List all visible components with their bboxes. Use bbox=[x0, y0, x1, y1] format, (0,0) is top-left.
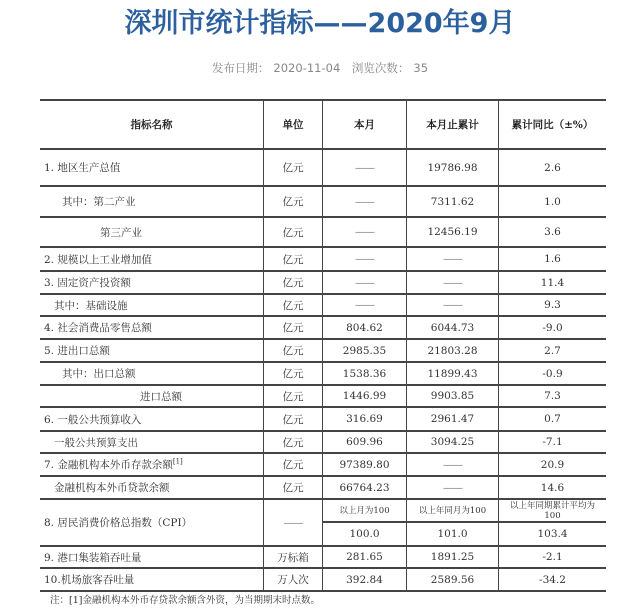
header-cumulative: 本月止累计 bbox=[407, 100, 499, 149]
unit: 亿元 bbox=[264, 339, 323, 362]
cumulative-value: 6044.73 bbox=[407, 316, 499, 339]
indicator-name: 其中：出口总额 bbox=[40, 362, 264, 385]
cumulative-value: —— bbox=[407, 271, 499, 294]
table-row bbox=[40, 247, 606, 271]
table-row bbox=[40, 316, 606, 339]
month-value: 66764.23 bbox=[323, 476, 407, 499]
cumulative-value: 12456.19 bbox=[407, 217, 499, 247]
indicator-name: 金融机构本外币贷款余额 bbox=[40, 476, 264, 499]
month-value: 1538.36 bbox=[323, 362, 407, 385]
table-row bbox=[40, 271, 606, 294]
publish-meta bbox=[0, 60, 640, 76]
yoy-value: 7.3 bbox=[499, 385, 607, 407]
cumulative-value: 1891.25 bbox=[407, 546, 499, 568]
indicator-name: 9. 港口集装箱吞吐量 bbox=[40, 546, 264, 568]
month-value: 2985.35 bbox=[323, 339, 407, 362]
indicator-name: 10.机场旅客吞吐量 bbox=[40, 568, 264, 591]
table-row bbox=[40, 186, 606, 217]
cumulative-value: 11899.43 bbox=[407, 362, 499, 385]
cumulative-value: —— bbox=[407, 247, 499, 271]
yoy-value: 20.9 bbox=[499, 453, 607, 476]
indicator-name: 其中：基础设施 bbox=[40, 294, 264, 316]
yoy-value: 2.6 bbox=[499, 149, 607, 186]
yoy-value: -0.9 bbox=[499, 362, 607, 385]
cumulative-value: —— bbox=[407, 294, 499, 316]
cpi-subheader-yoy: 以上年同月为100 bbox=[407, 499, 499, 522]
table-row bbox=[40, 294, 606, 316]
unit: 亿元 bbox=[264, 453, 323, 476]
unit: —— bbox=[264, 499, 323, 546]
unit: 亿元 bbox=[264, 271, 323, 294]
cumulative-value: 2961.47 bbox=[407, 407, 499, 431]
table-row bbox=[40, 407, 606, 431]
cpi-subheader-row bbox=[40, 499, 606, 522]
table-row bbox=[40, 453, 606, 476]
header-indicator-name: 指标名称 bbox=[40, 100, 264, 149]
cumulative-value: 7311.62 bbox=[407, 186, 499, 217]
month-value: —— bbox=[323, 294, 407, 316]
month-value: —— bbox=[323, 186, 407, 217]
month-value: —— bbox=[323, 247, 407, 271]
month-value: 316.69 bbox=[323, 407, 407, 431]
table-row bbox=[40, 546, 606, 568]
yoy-value: -7.1 bbox=[499, 431, 607, 453]
cpi-subheader-ytd: 以上年同期累计平均为100 bbox=[499, 499, 607, 522]
yoy-value: 1.0 bbox=[499, 186, 607, 217]
table-row bbox=[40, 149, 606, 186]
unit: 万人次 bbox=[264, 568, 323, 591]
month-value: 609.96 bbox=[323, 431, 407, 453]
unit: 亿元 bbox=[264, 476, 323, 499]
table-row bbox=[40, 431, 606, 453]
cumulative-value: 2589.56 bbox=[407, 568, 499, 591]
indicator-name: 3. 固定资产投资额 bbox=[40, 271, 264, 294]
indicator-name: 5. 进出口总额 bbox=[40, 339, 264, 362]
yoy-value: 1.6 bbox=[499, 247, 607, 271]
cpi-subheader-mom: 以上月为100 bbox=[323, 499, 407, 522]
yoy-value: 0.7 bbox=[499, 407, 607, 431]
yoy-value: 9.3 bbox=[499, 294, 607, 316]
table-row bbox=[40, 476, 606, 499]
indicator-name: 其中：第二产业 bbox=[40, 186, 264, 217]
month-value: 392.84 bbox=[323, 568, 407, 591]
indicator-name: 4. 社会消费品零售总额 bbox=[40, 316, 264, 339]
unit: 亿元 bbox=[264, 217, 323, 247]
indicator-name: 8. 居民消费价格总指数（CPI） bbox=[40, 499, 264, 546]
view-count-label: 浏览次数： 35 bbox=[351, 61, 429, 75]
unit: 亿元 bbox=[264, 186, 323, 217]
table-row bbox=[40, 339, 606, 362]
month-value: 804.62 bbox=[323, 316, 407, 339]
month-value: 1446.99 bbox=[323, 385, 407, 407]
cumulative-value: —— bbox=[407, 476, 499, 499]
cpi-mom-value: 100.0 bbox=[323, 522, 407, 546]
indicator-name: 6. 一般公共预算收入 bbox=[40, 407, 264, 431]
month-value: 97389.80 bbox=[323, 453, 407, 476]
page-title: 深圳市统计指标——2020年9月 bbox=[124, 8, 516, 39]
table-header-row bbox=[40, 100, 606, 149]
indicator-name: 一般公共预算支出 bbox=[40, 431, 264, 453]
cumulative-value: 9903.85 bbox=[407, 385, 499, 407]
month-value: —— bbox=[323, 149, 407, 186]
cumulative-value: —— bbox=[407, 453, 499, 476]
table-row bbox=[40, 568, 606, 591]
header-unit: 单位 bbox=[264, 100, 323, 149]
publish-date-label: 发布日期： 2020-11-04 bbox=[211, 61, 341, 75]
yoy-value: -2.1 bbox=[499, 546, 607, 568]
header-this-month: 本月 bbox=[323, 100, 407, 149]
month-value: —— bbox=[323, 217, 407, 247]
table-row bbox=[40, 217, 606, 247]
month-value: —— bbox=[323, 271, 407, 294]
cpi-ytd-value: 103.4 bbox=[499, 522, 607, 546]
yoy-value: 11.4 bbox=[499, 271, 607, 294]
unit: 亿元 bbox=[264, 362, 323, 385]
yoy-value: -34.2 bbox=[499, 568, 607, 591]
unit: 亿元 bbox=[264, 385, 323, 407]
statistics-table bbox=[40, 99, 606, 592]
footnote-text: 注：[1]金融机构本外币存贷款余额含外资，为当期期末时点数。 bbox=[50, 595, 320, 606]
indicator-name: 1. 地区生产总值 bbox=[40, 149, 264, 186]
unit: 亿元 bbox=[264, 294, 323, 316]
table-row bbox=[40, 385, 606, 407]
indicator-name: 2. 规模以上工业增加值 bbox=[40, 247, 264, 271]
cumulative-value: 3094.25 bbox=[407, 431, 499, 453]
yoy-value: 3.6 bbox=[499, 217, 607, 247]
indicator-name: 7. 金融机构本外币存款余额[1] bbox=[40, 453, 264, 476]
footnote-marker: [1] bbox=[172, 457, 183, 466]
unit: 亿元 bbox=[264, 247, 323, 271]
indicator-name: 进口总额 bbox=[40, 385, 264, 407]
header-yoy: 累计同比（±%） bbox=[499, 100, 607, 149]
table-row bbox=[40, 362, 606, 385]
unit: 亿元 bbox=[264, 407, 323, 431]
yoy-value: 14.6 bbox=[499, 476, 607, 499]
cumulative-value: 19786.98 bbox=[407, 149, 499, 186]
unit: 亿元 bbox=[264, 149, 323, 186]
unit: 亿元 bbox=[264, 316, 323, 339]
cpi-yoy-value: 101.0 bbox=[407, 522, 499, 546]
yoy-value: -9.0 bbox=[499, 316, 607, 339]
unit: 亿元 bbox=[264, 431, 323, 453]
unit: 万标箱 bbox=[264, 546, 323, 568]
yoy-value: 2.7 bbox=[499, 339, 607, 362]
indicator-name: 第三产业 bbox=[40, 217, 264, 247]
month-value: 281.65 bbox=[323, 546, 407, 568]
cumulative-value: 21803.28 bbox=[407, 339, 499, 362]
